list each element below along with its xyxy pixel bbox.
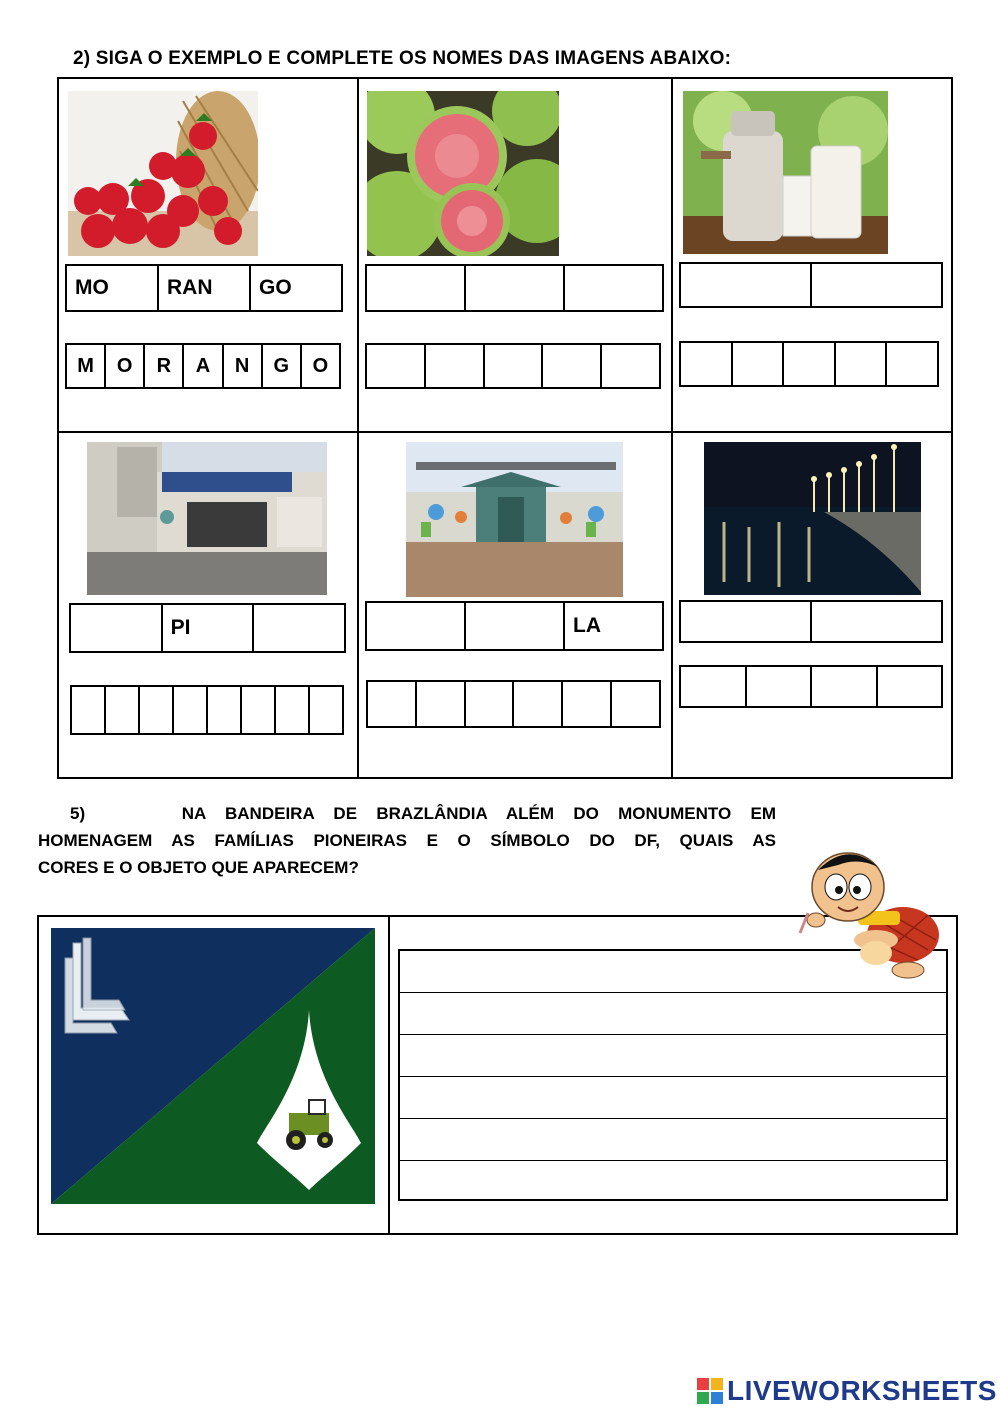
- syllable-box: MO: [67, 266, 159, 310]
- syllable-input-box[interactable]: [466, 266, 565, 310]
- letter-input[interactable]: [887, 342, 937, 386]
- syllable-input[interactable]: [79, 604, 161, 652]
- letter-box: G: [263, 345, 302, 387]
- school-image: [406, 442, 623, 597]
- letter-input-box[interactable]: [612, 682, 659, 726]
- letter-input-box[interactable]: [367, 345, 426, 387]
- letter-input[interactable]: [140, 686, 172, 734]
- letter-input-box[interactable]: [242, 687, 276, 733]
- letter-input-box[interactable]: [208, 687, 242, 733]
- letter-input-box[interactable]: [878, 667, 942, 706]
- letter-input-box[interactable]: [466, 682, 515, 726]
- syllable-input[interactable]: [262, 604, 344, 652]
- letter-input-box[interactable]: [563, 682, 612, 726]
- guava-image: [367, 91, 559, 256]
- letter-input[interactable]: [543, 344, 600, 388]
- letter-input[interactable]: [310, 686, 342, 734]
- syllable-input-box[interactable]: [367, 603, 466, 649]
- syllable-input[interactable]: [689, 263, 810, 307]
- letter-input[interactable]: [242, 686, 274, 734]
- question-5-text: [38, 800, 776, 881]
- letter-input-box[interactable]: [681, 343, 733, 385]
- letter-box: A: [184, 345, 223, 387]
- hospital-letter-row: [70, 685, 344, 735]
- letter-input-box[interactable]: [812, 667, 878, 706]
- lake-image: [704, 442, 921, 595]
- brazlandia-flag: [51, 928, 375, 1204]
- syllable-input-box[interactable]: [812, 602, 941, 641]
- letter-input-box[interactable]: [836, 343, 888, 385]
- school-syllable-row: [365, 601, 664, 651]
- guava-letter-row: [365, 343, 661, 389]
- letter-input[interactable]: [485, 344, 542, 388]
- answer-lines: [398, 949, 948, 1201]
- letter-input[interactable]: [514, 681, 561, 727]
- syllable-input-box[interactable]: [565, 266, 662, 310]
- milk-syllable-row: [679, 262, 943, 308]
- question-number: 2): [73, 48, 91, 69]
- letter-input-box[interactable]: [426, 345, 485, 387]
- letter-input[interactable]: [106, 686, 138, 734]
- letter-box: M: [67, 345, 106, 387]
- letter-input[interactable]: [602, 344, 659, 388]
- syllable-input[interactable]: [573, 265, 662, 311]
- letter-input-box[interactable]: [72, 687, 106, 733]
- letter-input[interactable]: [174, 686, 206, 734]
- letter-input-box[interactable]: [602, 345, 659, 387]
- liveworksheets-logo: [697, 1375, 997, 1407]
- strawberry-syllable-row: [65, 264, 343, 312]
- question-5-line-1: [38, 800, 776, 827]
- letter-box: R: [145, 345, 184, 387]
- syllable-input[interactable]: [820, 601, 941, 642]
- letter-input[interactable]: [563, 681, 610, 727]
- syllable-input[interactable]: [820, 263, 941, 307]
- lake-syllable-row: [679, 600, 943, 643]
- strawberry-image: [68, 91, 258, 256]
- letter-input-box[interactable]: [784, 343, 836, 385]
- syllable-input-box[interactable]: [681, 602, 812, 641]
- question-5-line-3: CORES E O OBJETO QUE APARECEM?: [38, 858, 359, 877]
- letter-input-box[interactable]: [140, 687, 174, 733]
- liveworksheets-logo-icon: [697, 1378, 723, 1404]
- syllable-input[interactable]: [474, 265, 563, 311]
- letter-input[interactable]: [747, 666, 811, 707]
- hospital-image: [87, 442, 327, 595]
- letter-input[interactable]: [417, 681, 464, 727]
- syllable-box: PI: [163, 605, 255, 651]
- question-number: 5): [70, 804, 86, 823]
- question-5-line-1-text: NA BANDEIRA DE BRAZLÂNDIA ALÉM DO MONUMENTO EM: [181, 804, 776, 823]
- letter-input-box[interactable]: [310, 687, 342, 733]
- answer-line[interactable]: [400, 993, 946, 1035]
- syllable-box: GO: [259, 276, 292, 299]
- syllable-input-box[interactable]: [367, 266, 466, 310]
- syllable-box: LA: [573, 614, 601, 637]
- answer-line[interactable]: [400, 1161, 946, 1203]
- syllable-input-box[interactable]: [681, 264, 812, 306]
- letter-box: O: [312, 354, 329, 377]
- letter-input-box[interactable]: [174, 687, 208, 733]
- letter-input-box[interactable]: [514, 682, 563, 726]
- syllable-box: RAN: [159, 266, 251, 310]
- letter-input[interactable]: [276, 686, 308, 734]
- lake-letter-row: [679, 665, 943, 708]
- syllable-input[interactable]: [474, 602, 563, 650]
- question-instruction: SIGA O EXEMPLO E COMPLETE OS NOMES DAS IMAGENS ABAIXO:: [95, 48, 732, 69]
- letter-input-box[interactable]: [543, 345, 602, 387]
- letter-input[interactable]: [878, 666, 942, 707]
- letter-input-box[interactable]: [417, 682, 466, 726]
- letter-input[interactable]: [784, 342, 834, 386]
- letter-input[interactable]: [681, 342, 731, 386]
- syllable-input[interactable]: [689, 601, 810, 642]
- syllable-input-box[interactable]: [466, 603, 565, 649]
- letter-input-box[interactable]: [485, 345, 544, 387]
- brand-prefix: LIVE: [727, 1375, 792, 1406]
- cartoon-character: [798, 845, 943, 980]
- letter-input-box[interactable]: [106, 687, 140, 733]
- letter-input[interactable]: [72, 686, 104, 734]
- letter-input-box[interactable]: [887, 343, 937, 385]
- syllable-input-box[interactable]: [71, 605, 163, 651]
- answer-line[interactable]: [400, 1035, 946, 1077]
- letter-input[interactable]: [426, 344, 483, 388]
- syllable-input[interactable]: [375, 602, 464, 650]
- letter-input[interactable]: [612, 681, 659, 727]
- letter-input[interactable]: [836, 342, 886, 386]
- guava-syllable-row: [365, 264, 664, 312]
- letter-input-box[interactable]: [681, 667, 747, 706]
- letter-box: N: [224, 345, 263, 387]
- letter-input-box[interactable]: [276, 687, 310, 733]
- letter-input[interactable]: [466, 681, 513, 727]
- answer-line[interactable]: [400, 1119, 946, 1161]
- question-2-heading: [73, 48, 731, 70]
- letter-input[interactable]: [681, 666, 745, 707]
- letter-input[interactable]: [208, 686, 240, 734]
- syllable-input-box[interactable]: [254, 605, 344, 651]
- question-5-line-2: HOMENAGEM AS FAMÍLIAS PIONEIRAS E O SÍMBOLO DO DF, QUAIS AS: [38, 831, 776, 850]
- letter-input[interactable]: [367, 344, 424, 388]
- strawberry-letter-row: [65, 343, 341, 389]
- answer-line[interactable]: [400, 1077, 946, 1119]
- school-letter-row: [366, 680, 661, 728]
- letter-input[interactable]: [733, 342, 783, 386]
- letter-input-box[interactable]: [747, 667, 813, 706]
- letter-box: O: [106, 345, 145, 387]
- letter-input[interactable]: [368, 681, 415, 727]
- milk-letter-row: [679, 341, 939, 387]
- milk-image: [683, 91, 888, 254]
- letter-input-box[interactable]: [368, 682, 417, 726]
- hospital-syllable-row: [69, 603, 346, 653]
- syllable-input-box[interactable]: [812, 264, 941, 306]
- brand-suffix: WORKSHEETS: [791, 1375, 997, 1406]
- syllable-input[interactable]: [375, 265, 464, 311]
- letter-input-box[interactable]: [733, 343, 785, 385]
- letter-input[interactable]: [812, 666, 876, 707]
